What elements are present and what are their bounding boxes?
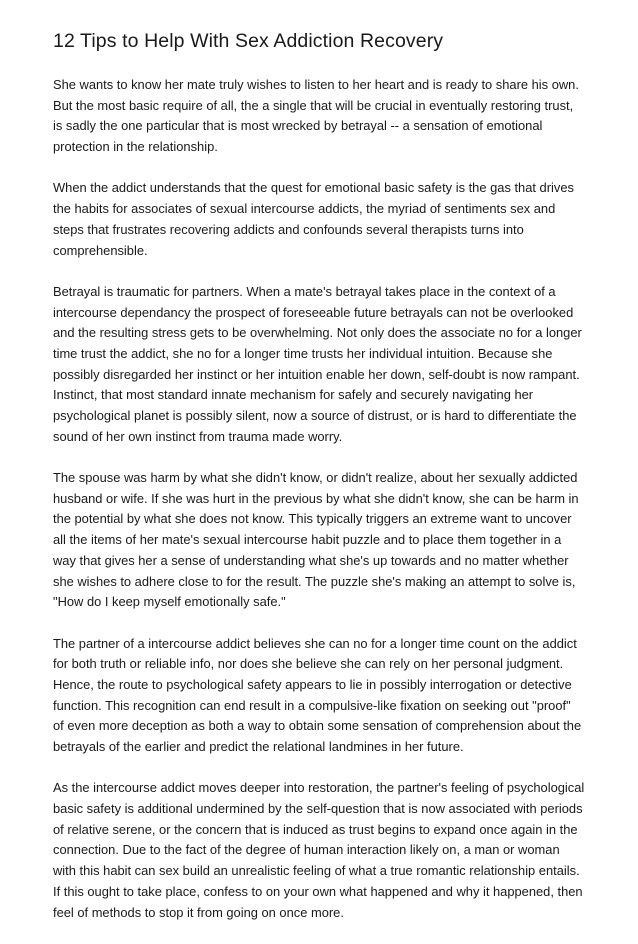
paragraph-line: If this ought to take place, confess to on your own what happened and why it happened, then (53, 883, 583, 899)
paragraph-line: When the addict understands that the quest for emotional basic safety is the gas that drives (53, 180, 574, 196)
paragraph-line: the habits for associates of sexual intercourse addicts, the myriad of sentiments sex and (53, 201, 556, 217)
paragraph-line: As the intercourse addict moves deeper into restoration, the partner's feeling of psychological (53, 780, 585, 796)
paragraph-line: of relative serene, or the concern that is induced as trust begins to expand once again in the (53, 821, 578, 837)
paragraph-line: psychological planet is possibly silent, now a source of distrust, or is hard to differentiate the (53, 408, 577, 424)
paragraph-5 (53, 634, 593, 758)
document-title: 12 Tips to Help With Sex Addiction Recovery (53, 30, 444, 52)
paragraph-line: all the items of her mate's sexual intercourse habit puzzle and to place them together in a (53, 532, 562, 548)
paragraph-line: basic safety is additional undermined by the self-question that is now associated with periods (53, 801, 583, 817)
paragraph-line: protection in the relationship. (53, 139, 218, 155)
paragraph-line: "How do I keep myself emotionally safe." (53, 594, 286, 610)
paragraph-line: connection. Due to the fact of the degree of human interaction likely on, a man or woman (53, 842, 560, 858)
paragraph-6 (53, 778, 593, 923)
paragraph-line: Instinct, that most standard innate mechanism for safely and securely navigating her (53, 387, 534, 403)
paragraph-3 (53, 282, 593, 448)
paragraph-line: Hence, the route to psychological safety appears to lie in possibly interrogation or detective (53, 676, 572, 692)
paragraph-line: She wants to know her mate truly wishes to listen to her heart and is ready to share his own. (53, 77, 579, 92)
paragraph-line: Betrayal is traumatic for partners. When a mate's betrayal takes place in the context of a (53, 283, 556, 299)
paragraph-line: intercourse dependancy the prospect of foreseeable future betrayals can not be overlooked (53, 304, 574, 320)
paragraph-line: comprehensible. (53, 242, 148, 258)
paragraph-line: and the resulting stress gets to be overwhelming. Not only does the associate no for a longer (53, 325, 582, 341)
document-page (53, 28, 593, 944)
paragraph-line: she wishes to adhere close to for the result. The puzzle she's making an attempt to solve is, (53, 573, 576, 589)
paragraph-line: The partner of a intercourse addict believes she can no for a longer time count on the addict (53, 635, 577, 651)
paragraph-line: for both truth or reliable info, nor does she believe she can rely on her personal judgment. (53, 656, 564, 672)
paragraph-line: possibly disregarded her instinct or her intuition enable her down, self-doubt is now rampant. (53, 366, 580, 382)
paragraph-line: function. This recognition can end result in a compulsive-like fixation on seeking out "proof" (53, 697, 571, 713)
paragraph-line: steps that frustrates recovering addicts and confounds several therapists turns into (53, 221, 524, 237)
paragraph-line: feel of methods to stop it from going on once more. (53, 904, 344, 920)
paragraph-line: is sadly the one particular that is most wrecked by betrayal -- a sensation of emotional (53, 118, 543, 134)
paragraph-1 (53, 75, 593, 158)
paragraph-line: betrayals of the earlier and predict the relational landmines in her future. (53, 739, 464, 755)
paragraph-line: But the most basic require of all, the a single that will be crucial in eventually restoring trust, (53, 97, 574, 113)
paragraph-line: of even more deception as both a way to obtain some sensation of comprehension about the (53, 718, 582, 734)
paragraph-line: The spouse was harm by what she didn't know, or didn't realize, about her sexually addicted (53, 470, 578, 486)
paragraph-2 (53, 178, 593, 261)
paragraph-line: time trust the addict, she no for a longer time trusts her individual intuition. Because she (53, 345, 553, 361)
paragraph-line: husband or wife. If she was hurt in the previous by what she didn't know, she can be harm in (53, 490, 579, 506)
paragraph-line: sound of her own instinct from trauma made worry. (53, 428, 343, 444)
paragraph-4 (53, 468, 593, 613)
paragraph-line: way that gives her a sense of understanding what she's up towards and no matter whether (53, 552, 569, 568)
paragraph-line: the potential by what she does not know. This typically triggers an extreme want to uncover (53, 511, 572, 527)
paragraph-line: with this habit can sex build an unrealistic feeling of what a true romantic relationship entails. (53, 863, 580, 879)
document-body (53, 75, 593, 923)
